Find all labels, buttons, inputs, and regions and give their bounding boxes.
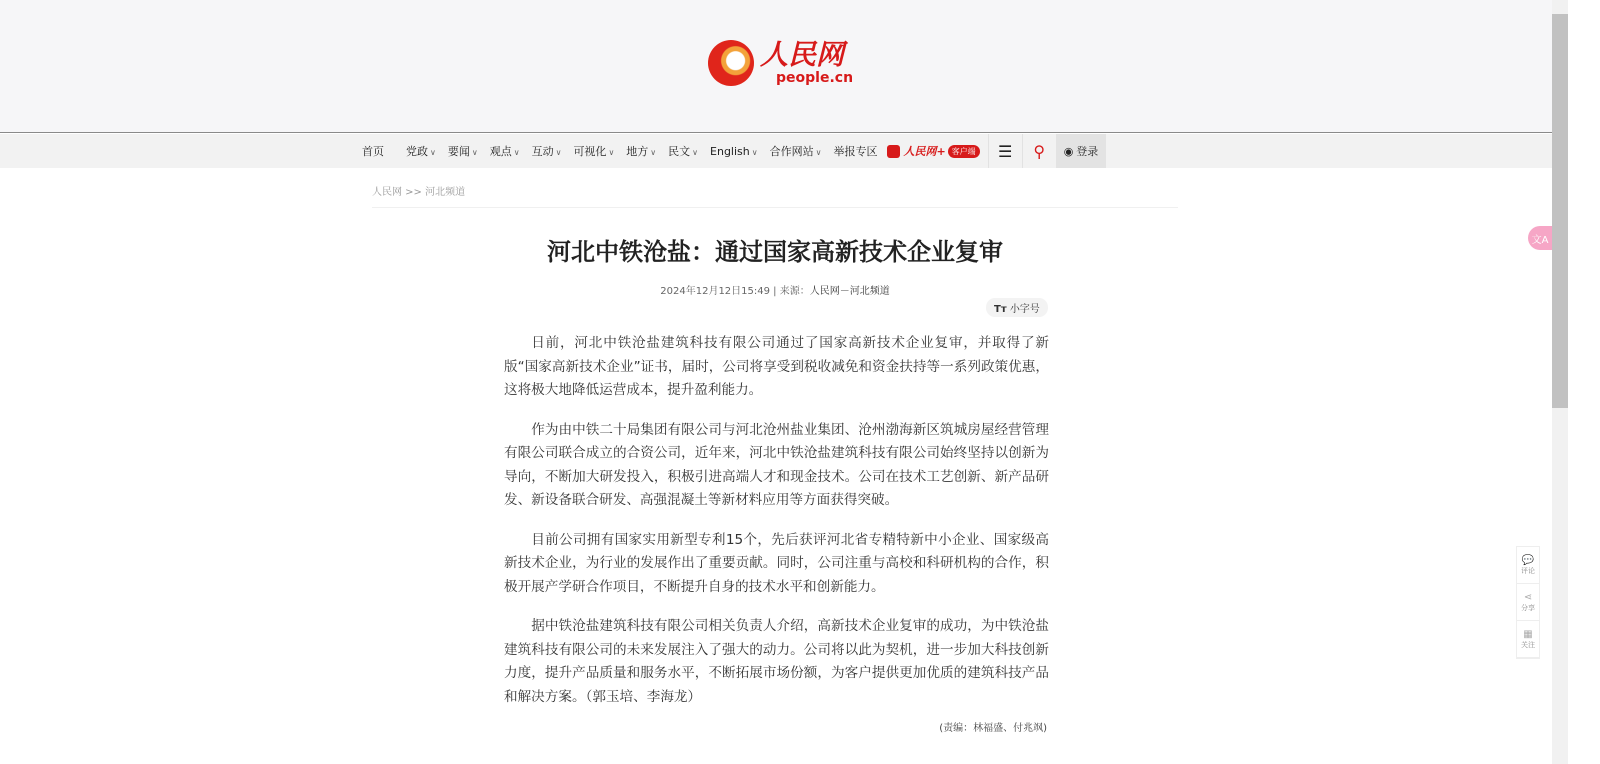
nav-item[interactable] bbox=[710, 145, 758, 158]
qrcode-icon: ▦ bbox=[1523, 628, 1533, 640]
nav-item[interactable] bbox=[532, 143, 562, 159]
nav-item-label: 民文 bbox=[668, 145, 691, 158]
side-comment-button[interactable] bbox=[1517, 547, 1539, 584]
chevron-down-icon: ∨ bbox=[471, 148, 478, 157]
nav-item-label: 举报专区 bbox=[833, 145, 878, 158]
app-name: 人民网+ bbox=[903, 145, 946, 158]
divider bbox=[372, 207, 1178, 208]
people-cn-logo[interactable] bbox=[708, 40, 853, 86]
nav-item[interactable] bbox=[573, 143, 614, 159]
search-icon[interactable]: ⚲ bbox=[1022, 134, 1056, 168]
article-paragraph: 作为由中铁二十局集团有限公司与河北沧州盐业集团、沧州渤海新区筑城房屋经营管理有限公司联合成立的合资公司，近年来，河北中铁沧盐建筑科技有限公司始终坚持以创新为导向，不断加大研发投入，积极引进高端人才和现金技术。公司在技术工艺创新、新产品研发、新设备联合研发、高强混凝土等新材料应用等方面获得突破。 bbox=[504, 421, 1049, 508]
login-label: 登录 bbox=[1076, 145, 1099, 158]
hamburger-icon[interactable]: ☰ bbox=[988, 134, 1022, 168]
nav-item-label: 互动 bbox=[531, 145, 554, 158]
nav-item[interactable] bbox=[626, 143, 656, 159]
translate-icon[interactable]: 文A bbox=[1528, 226, 1552, 250]
side-share-button[interactable] bbox=[1517, 584, 1539, 621]
side-qrcode-button[interactable] bbox=[1517, 621, 1539, 658]
editor-credit: (责编：林福盛、付兆飒) bbox=[939, 723, 1047, 734]
logo-mark-icon bbox=[708, 40, 754, 86]
nav-item[interactable] bbox=[448, 143, 478, 159]
logo-en: people.cn bbox=[776, 70, 854, 86]
chevron-down-icon: ∨ bbox=[513, 148, 520, 157]
chevron-down-icon: ∨ bbox=[650, 148, 657, 157]
app-pill: 客户端 bbox=[948, 145, 980, 158]
side-toolbar bbox=[1516, 546, 1540, 659]
nav-item-label: 可视化 bbox=[573, 145, 607, 158]
breadcrumb[interactable]: 人民网 >> 河北频道 bbox=[372, 187, 466, 198]
nav-item-label: English bbox=[710, 144, 750, 158]
chevron-down-icon: ∨ bbox=[608, 148, 615, 157]
site-header bbox=[0, 0, 1552, 133]
scrollbar-thumb[interactable] bbox=[1552, 14, 1568, 408]
share-icon: ⋖ bbox=[1523, 591, 1533, 603]
nav-item[interactable] bbox=[770, 143, 822, 159]
article-paragraph: 目前公司拥有国家实用新型专利15个，先后获评河北省专精特新中小企业、国家级高新技术企业，为行业的发展作出了重要贡献。同时，公司注重与高校和科研机构的合作，积极开展产学研合作项目，不断提升自身的技术水平和创新能力。 bbox=[504, 531, 1049, 595]
chevron-down-icon: ∨ bbox=[555, 148, 562, 157]
article-title: 河北中铁沧盐：通过国家高新技术企业复审 bbox=[547, 238, 1003, 266]
side-item-label: 评论 bbox=[1521, 566, 1535, 575]
font-size-button[interactable] bbox=[986, 298, 1048, 317]
article-meta bbox=[400, 282, 1150, 297]
comment-icon: 💬 bbox=[1521, 554, 1535, 566]
login-button[interactable] bbox=[1056, 134, 1107, 168]
main-nav bbox=[0, 134, 1552, 168]
side-item-label: 关注 bbox=[1521, 640, 1535, 649]
nav-item[interactable] bbox=[668, 143, 698, 159]
article-paragraph: 日前，河北中铁沧盐建筑科技有限公司通过了国家高新技术企业复审，并取得了新版“国家高新技术企业”证书，届时，公司将享受到税收减免和资金扶持等一系列政策优惠，这将极大地降低运营成本，提升盈利能力。 bbox=[504, 335, 1049, 398]
font-size-label: 小字号 bbox=[1009, 304, 1040, 315]
side-item-label: 分享 bbox=[1521, 603, 1535, 612]
article-paragraph: 据中铁沧盐建筑科技有限公司相关负责人介绍，高新技术企业复审的成功，为中铁沧盐建筑科技有限公司的未来发展注入了强大的动力。公司将以此为契机，进一步加大科技创新力度，提升产品质量和服务水平，不断拓展市场份额，为客户提供更加优质的建筑科技产品和解决方案。（郭玉培、李海龙） bbox=[504, 618, 1049, 705]
chevron-down-icon: ∨ bbox=[430, 148, 436, 157]
nav-item[interactable] bbox=[362, 143, 384, 159]
nav-item[interactable] bbox=[406, 143, 436, 159]
nav-item-label: 要闻 bbox=[447, 145, 470, 158]
article-body bbox=[504, 332, 1049, 725]
nav-item[interactable] bbox=[490, 143, 520, 159]
nav-item-label: 地方 bbox=[626, 145, 649, 158]
chevron-down-icon: ∨ bbox=[751, 147, 758, 157]
article-date: 2024年12月12日15:49 | 来源： bbox=[660, 286, 810, 297]
app-client-link[interactable] bbox=[887, 143, 979, 159]
chevron-down-icon: ∨ bbox=[692, 148, 699, 157]
nav-item-label: 首页 bbox=[362, 145, 384, 158]
nav-item-label: 观点 bbox=[489, 145, 512, 158]
nav-item-label: 合作网站 bbox=[769, 145, 814, 158]
chevron-down-icon: ∨ bbox=[815, 148, 822, 157]
font-size-icon: Tт bbox=[994, 304, 1007, 315]
user-icon: ◉ bbox=[1063, 144, 1074, 158]
app-logo-icon bbox=[887, 145, 900, 158]
nav-item-label: 党政 bbox=[406, 145, 428, 158]
logo-cn: 人民网 bbox=[760, 38, 845, 71]
article-source[interactable]: 人民网－河北频道 bbox=[809, 286, 890, 297]
nav-item[interactable] bbox=[833, 143, 877, 159]
